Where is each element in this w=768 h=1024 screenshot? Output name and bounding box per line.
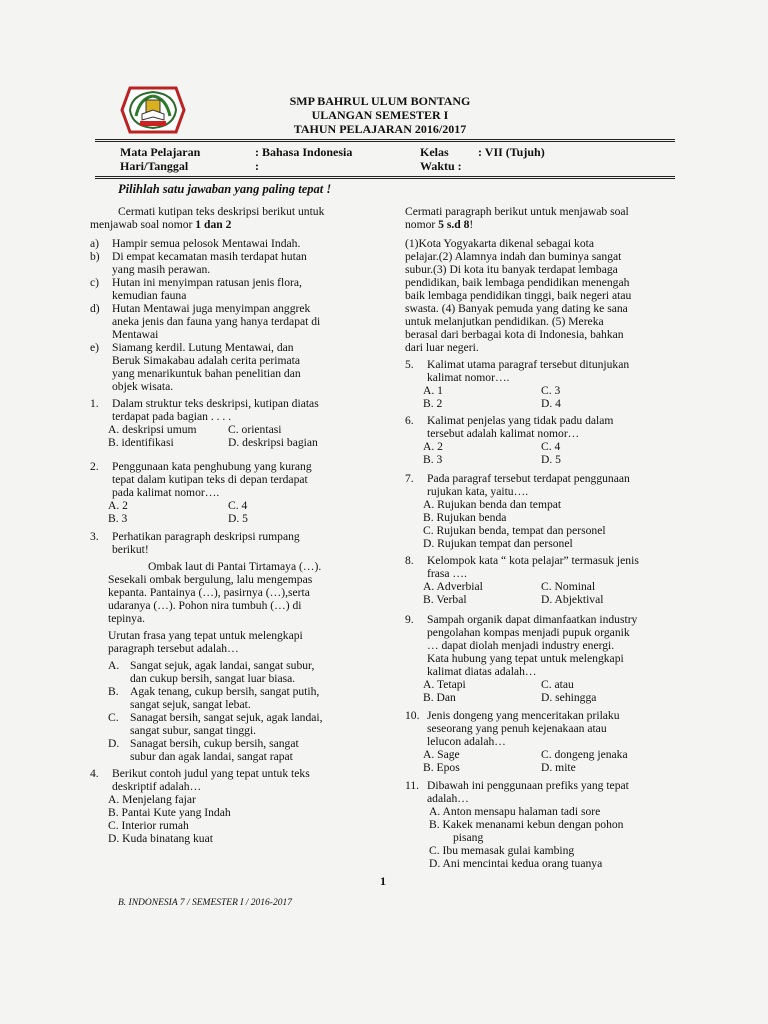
question-9: 9. Sampah organik dapat dimanfaatkan industry pengolahan kompas menjadi pupuk organik … dapat diolah menjadi industry energi. Kata hubung yang tepat untuk melengkapi kalimat diatas adalah… A. Tetapi C. atau B. Dan D. sehingga <box>405 613 638 704</box>
excerpt-list <box>90 237 390 393</box>
right-intro: Cermati paragraph berikut untuk menjawab soal nomor 5 s.d 8! <box>405 205 629 231</box>
list-item: D. Sanagat bersih, cukup bersih, sangat subur dan agak landai, sangat rapat <box>108 737 299 763</box>
header-rule-top <box>95 139 675 140</box>
q3-paragraph: Ombak laut di Pantai Tirtamaya (…). Sesekali ombak bergulung, lalu mengempas kepanta. Pantainya (…), pasirnya (…),serta udaranya (…). Pohon nira tumbuh (…) di tepinya. <box>108 560 322 625</box>
left-intro-bold: 1 dan 2 <box>195 218 232 231</box>
question-1: 1. Dalam struktur teks deskripsi, kutipan diatas terdapat pada bagian . . . . A. deskripsi umum C. orientasi B. identifikasi D. deskripsi bagian <box>90 397 319 449</box>
class-label: Kelas <box>420 145 449 159</box>
list-item: C. Sanagat bersih, sangat sejuk, agak landai, sangat subur, sangat tinggi. <box>108 711 323 737</box>
school-name: SMP BAHRUL ULUM BONTANG <box>289 94 471 108</box>
list-item: a) Hampir semua pelosok Mentawai Indah. <box>90 237 301 250</box>
question-3: 3. Perhatikan paragraph deskripsi rumpang berikut! Ombak laut di Pantai Tirtamaya (…). Sesekali ombak bergulung, lalu mengempas kepanta. Pantainya (…), pasirnya (…),serta udaranya (…). Pohon nira tumbuh (…) di tepinya. Urutan frasa yang tepat untuk melengkapi paragraph tersebut adalah… A. Sangat sejuk, agak landai, sangat subur, dan cukup bersih, sangat luar biasa. B. Agak tenang, cukup bersih, sangat putih, sangat sejuk, sangat lebat. C. Sanagat bersih, sangat sejuk, agak landai, sangat subur, sangat tinggi. D. Sanagat bersih, cukup bersih, sangat subur dan agak landai, sangat rapat <box>90 530 390 763</box>
left-intro-line: Cermati kutipan teks deskripsi berikut untuk <box>118 205 325 218</box>
page-number: 1 <box>380 874 386 888</box>
subject-label: Mata Pelajaran <box>120 145 201 159</box>
class-value: : VII (Tujuh) <box>478 145 545 159</box>
date-label: Hari/Tanggal <box>120 159 189 173</box>
question-11: 11. Dibawah ini penggunaan prefiks yang tepat adalah… A. Anton mensapu halaman tadi sore B. Kakek menanami kebun dengan pohon pisang C. Ibu memasak gulai kambing D. Ani mencintai kedua orang tuanya <box>405 779 629 870</box>
list-item: c) Hutan ini menyimpan ratusan jenis flora, kemudian fauna <box>90 276 302 302</box>
school-logo <box>118 80 188 140</box>
right-paragraph: (1)Kota Yogyakarta dikenal sebagai kota pelajar.(2) Alamnya indah dan buminya sangat subur.(3) Di kota itu banyak terdapat lembaga pendidikan, baik lembaga pendidikan menengah baik lembaga pendidikan tinggi, baik negeri atau swasta. (4) Banyak pemuda yang dating ke sana untuk melanjutkan pendidikan. (5) Mereka berasal dari berbagai kota di Indonesia, bahkan dari luar negeri. <box>405 237 632 354</box>
left-intro <box>90 205 390 231</box>
header-rule-top-2 <box>95 141 675 142</box>
header-rule-bottom <box>95 176 675 177</box>
question-8: 8. Kelompok kata “ kota pelajar” termasuk jenis frasa …. A. Adverbial C. Nominal B. Verbal D. Abjektival <box>405 554 639 606</box>
list-item: e) Siamang kerdil. Lutung Mentawai, dan Beruk Simakabau adalah cerita perimata yang menarikuntuk bahan penelitian dan objek wisata. <box>90 341 301 393</box>
list-item: b) Di empat kecamatan masih terdapat hutan yang masih perawan. <box>90 250 307 276</box>
list-item: B. Agak tenang, cukup bersih, sangat putih, sangat sejuk, sangat lebat. <box>108 685 320 711</box>
header-rule-bottom-2 <box>95 178 675 179</box>
question-6: 6. Kalimat penjelas yang tidak padu dalam tersebut adalah kalimat nomor… A. 2 C. 4 B. 3 D. 5 <box>405 414 614 466</box>
academic-year: TAHUN PELAJARAN 2016/2017 <box>293 122 467 136</box>
question-4: 4. Berikut contoh judul yang tepat untuk teks deskriptif adalah… A. Menjelang fajar B. Pantai Kute yang Indah C. Interior rumah D. Kuda binatang kuat <box>90 767 310 845</box>
question-2: 2. Penggunaan kata penghubung yang kurang tepat dalam kutipan teks di depan terdapat pada kalimat nomor…. A. 2 C. 4 B. 3 D. 5 <box>90 460 312 525</box>
instruction: Pilihlah satu jawaban yang paling tepat ! <box>118 182 332 196</box>
question-7: 7. Pada paragraf tersebut terdapat penggunaan rujukan kata, yaitu…. A. Rujukan benda dan tempat B. Rujukan benda C. Rujukan benda, tempat dan personel D. Rujukan tempat dan personel <box>405 472 630 550</box>
date-value: : <box>255 159 259 173</box>
left-intro-line-2: menjawab soal nomor 1 dan 2 <box>90 218 232 231</box>
exam-title: ULANGAN SEMESTER I <box>311 108 449 122</box>
question-10: 10. Jenis dongeng yang menceritakan prilaku seseorang yang penuh kejenakaan atau lelucon adalah… A. Sage C. dongeng jenaka B. Epos D. mite <box>405 709 628 774</box>
subject-value: : Bahasa Indonesia <box>255 145 353 159</box>
time-label: Waktu : <box>420 159 462 173</box>
footer-text: B. INDONESIA 7 / SEMESTER I / 2016-2017 <box>118 898 292 908</box>
list-item: d) Hutan Mentawai juga menyimpan anggrek aneka jenis dan fauna yang hanya terdapat di Mentawai <box>90 302 321 341</box>
question-5: 5. Kalimat utama paragraf tersebut ditunjukan kalimat nomor…. A. 1 C. 3 B. 2 D. 4 <box>405 358 630 410</box>
list-item: A. Sangat sejuk, agak landai, sangat subur, dan cukup bersih, sangat luar biasa. <box>108 659 315 685</box>
